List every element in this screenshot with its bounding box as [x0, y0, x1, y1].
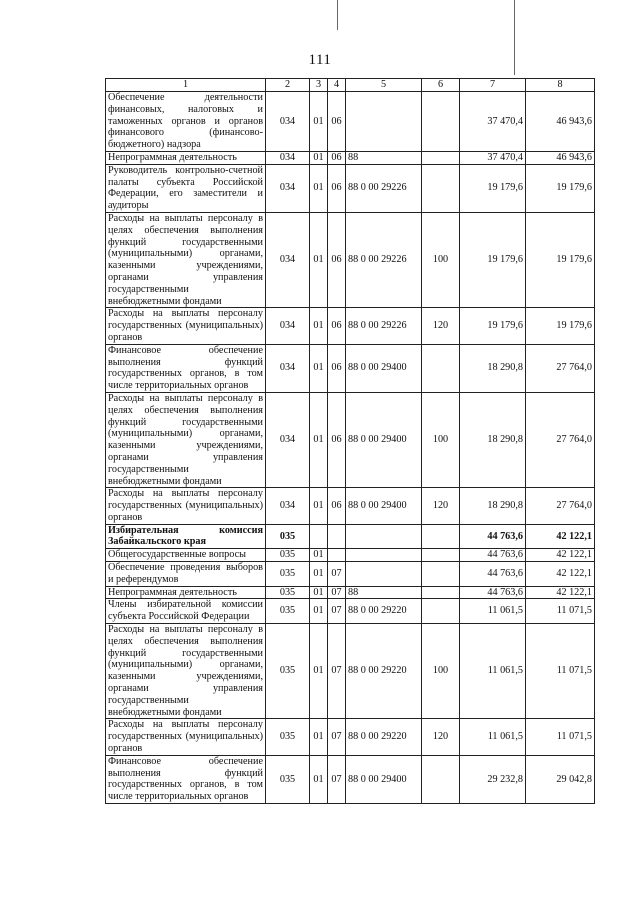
- row-grbs-cell: 035: [266, 719, 310, 755]
- table-row: [106, 488, 595, 524]
- row-expense-type-cell: [422, 549, 460, 562]
- row-grbs-cell: 035: [266, 624, 310, 719]
- row-subsection-cell: 07: [328, 599, 346, 624]
- row-grbs-cell: 035: [266, 755, 310, 803]
- row-name-cell: Непрограммная деятельность: [106, 151, 266, 164]
- row-name-cell: Расходы на выплаты персоналу государственных (муниципальных) органов: [106, 488, 266, 524]
- row-amount-1-cell: 19 179,6: [460, 212, 526, 307]
- row-target-article-cell: 88 0 00 29226: [346, 212, 422, 307]
- row-expense-type-cell: [422, 151, 460, 164]
- row-expense-type-cell: [422, 586, 460, 599]
- row-target-article-cell: [346, 92, 422, 152]
- table-body: [106, 92, 595, 804]
- row-name-cell: Обеспечение проведения выборов и референдумов: [106, 562, 266, 587]
- row-target-article-cell: 88 0 00 29220: [346, 599, 422, 624]
- row-expense-type-cell: 120: [422, 488, 460, 524]
- row-target-article-cell: 88 0 00 29400: [346, 344, 422, 392]
- column-header-5: 5: [346, 79, 422, 92]
- row-subsection-cell: 06: [328, 92, 346, 152]
- row-subsection-cell: 06: [328, 212, 346, 307]
- column-header-4: 4: [328, 79, 346, 92]
- row-grbs-cell: 034: [266, 344, 310, 392]
- row-target-article-cell: [346, 549, 422, 562]
- row-amount-2-cell: 11 071,5: [526, 624, 595, 719]
- row-grbs-cell: 035: [266, 599, 310, 624]
- row-name-cell: Финансовое обеспечение выполнения функций государственных органов, в том числе территориальных органов: [106, 755, 266, 803]
- table-row: [106, 549, 595, 562]
- row-section-cell: 01: [310, 488, 328, 524]
- column-header-1: 1: [106, 79, 266, 92]
- row-section-cell: [310, 524, 328, 549]
- row-amount-1-cell: 11 061,5: [460, 719, 526, 755]
- row-amount-2-cell: 29 042,8: [526, 755, 595, 803]
- row-amount-1-cell: 37 470,4: [460, 151, 526, 164]
- table-row: [106, 164, 595, 212]
- row-target-article-cell: 88 0 00 29220: [346, 624, 422, 719]
- row-amount-1-cell: 44 763,6: [460, 549, 526, 562]
- row-amount-1-cell: 44 763,6: [460, 524, 526, 549]
- row-amount-2-cell: 42 122,1: [526, 549, 595, 562]
- row-amount-2-cell: 19 179,6: [526, 308, 595, 344]
- row-expense-type-cell: 100: [422, 212, 460, 307]
- page-number: 111: [308, 52, 332, 68]
- row-amount-1-cell: 37 470,4: [460, 92, 526, 152]
- row-expense-type-cell: [422, 92, 460, 152]
- row-expense-type-cell: [422, 599, 460, 624]
- row-amount-2-cell: 19 179,6: [526, 212, 595, 307]
- row-expense-type-cell: 120: [422, 308, 460, 344]
- row-grbs-cell: 034: [266, 151, 310, 164]
- row-grbs-cell: 034: [266, 164, 310, 212]
- row-grbs-cell: 034: [266, 92, 310, 152]
- row-name-cell: Расходы на выплаты персоналу в целях обеспечения выполнения функций государственными (муниципальными) органами, казенными учреждениями, органами управления государственными внебюджетными фондами: [106, 212, 266, 307]
- row-section-cell: 01: [310, 755, 328, 803]
- column-header-7: 7: [460, 79, 526, 92]
- row-section-cell: 01: [310, 344, 328, 392]
- row-amount-1-cell: 18 290,8: [460, 488, 526, 524]
- row-name-cell: Избирательная комиссия Забайкальского края: [106, 524, 266, 549]
- row-name-cell: Члены избирательной комиссии субъекта Российской Федерации: [106, 599, 266, 624]
- row-subsection-cell: 07: [328, 719, 346, 755]
- table-row: [106, 586, 595, 599]
- table-row: [106, 344, 595, 392]
- table-header-row: [106, 79, 595, 92]
- row-section-cell: 01: [310, 624, 328, 719]
- row-name-cell: Расходы на выплаты персоналу в целях обеспечения выполнения функций государственными (муниципальными) органами, казенными учреждениями, органами управления государственными внебюджетными фондами: [106, 392, 266, 487]
- row-amount-2-cell: 27 764,0: [526, 344, 595, 392]
- row-expense-type-cell: 100: [422, 624, 460, 719]
- column-header-8: 8: [526, 79, 595, 92]
- row-amount-2-cell: 11 071,5: [526, 599, 595, 624]
- row-target-article-cell: 88 0 00 29400: [346, 755, 422, 803]
- row-expense-type-cell: [422, 524, 460, 549]
- table-row: [106, 308, 595, 344]
- row-grbs-cell: 034: [266, 392, 310, 487]
- row-subsection-cell: 06: [328, 392, 346, 487]
- row-expense-type-cell: [422, 164, 460, 212]
- row-expense-type-cell: [422, 344, 460, 392]
- row-section-cell: 01: [310, 308, 328, 344]
- row-grbs-cell: 035: [266, 586, 310, 599]
- table-row: [106, 599, 595, 624]
- row-expense-type-cell: [422, 755, 460, 803]
- column-header-6: 6: [422, 79, 460, 92]
- row-grbs-cell: 034: [266, 212, 310, 307]
- row-section-cell: 01: [310, 164, 328, 212]
- table-row: [106, 719, 595, 755]
- row-section-cell: 01: [310, 151, 328, 164]
- row-name-cell: Обеспечение деятельности финансовых, налоговых и таможенных органов и органов финансового (финансово-бюджетного) надзора: [106, 92, 266, 152]
- row-section-cell: 01: [310, 212, 328, 307]
- row-amount-2-cell: 19 179,6: [526, 164, 595, 212]
- table-row: [106, 562, 595, 587]
- row-amount-1-cell: 11 061,5: [460, 624, 526, 719]
- row-target-article-cell: 88 0 00 29220: [346, 719, 422, 755]
- row-name-cell: Руководитель контрольно-счетной палаты субъекта Российской Федерации, его заместители и аудиторы: [106, 164, 266, 212]
- row-subsection-cell: 06: [328, 308, 346, 344]
- table-row: [106, 624, 595, 719]
- row-amount-1-cell: 44 763,6: [460, 586, 526, 599]
- row-name-cell: Непрограммная деятельность: [106, 586, 266, 599]
- row-amount-1-cell: 11 061,5: [460, 599, 526, 624]
- budget-table: [105, 78, 595, 804]
- row-amount-2-cell: 42 122,1: [526, 524, 595, 549]
- row-amount-2-cell: 46 943,6: [526, 92, 595, 152]
- row-name-cell: Расходы на выплаты персоналу государственных (муниципальных) органов: [106, 719, 266, 755]
- table-row: [106, 524, 595, 549]
- row-expense-type-cell: 100: [422, 392, 460, 487]
- row-section-cell: 01: [310, 392, 328, 487]
- table-row: [106, 755, 595, 803]
- row-subsection-cell: 07: [328, 586, 346, 599]
- row-section-cell: 01: [310, 599, 328, 624]
- row-amount-2-cell: 42 122,1: [526, 586, 595, 599]
- row-amount-2-cell: 46 943,6: [526, 151, 595, 164]
- scan-mark: [514, 0, 515, 75]
- row-target-article-cell: [346, 524, 422, 549]
- row-amount-1-cell: 44 763,6: [460, 562, 526, 587]
- row-subsection-cell: [328, 549, 346, 562]
- row-grbs-cell: 034: [266, 488, 310, 524]
- row-grbs-cell: 035: [266, 562, 310, 587]
- row-subsection-cell: 07: [328, 624, 346, 719]
- column-header-3: 3: [310, 79, 328, 92]
- row-target-article-cell: [346, 562, 422, 587]
- row-target-article-cell: 88 0 00 29226: [346, 308, 422, 344]
- table-row: [106, 392, 595, 487]
- row-grbs-cell: 034: [266, 308, 310, 344]
- row-subsection-cell: 06: [328, 164, 346, 212]
- row-target-article-cell: 88 0 00 29400: [346, 488, 422, 524]
- row-amount-1-cell: 18 290,8: [460, 344, 526, 392]
- row-amount-2-cell: 11 071,5: [526, 719, 595, 755]
- row-subsection-cell: 06: [328, 344, 346, 392]
- column-header-2: 2: [266, 79, 310, 92]
- row-section-cell: 01: [310, 92, 328, 152]
- row-amount-1-cell: 19 179,6: [460, 164, 526, 212]
- row-subsection-cell: 06: [328, 488, 346, 524]
- row-amount-2-cell: 27 764,0: [526, 392, 595, 487]
- row-target-article-cell: 88: [346, 586, 422, 599]
- row-subsection-cell: 06: [328, 151, 346, 164]
- row-section-cell: 01: [310, 549, 328, 562]
- row-section-cell: 01: [310, 719, 328, 755]
- row-subsection-cell: 07: [328, 755, 346, 803]
- row-subsection-cell: [328, 524, 346, 549]
- row-section-cell: 01: [310, 562, 328, 587]
- row-expense-type-cell: [422, 562, 460, 587]
- row-section-cell: 01: [310, 586, 328, 599]
- row-name-cell: Финансовое обеспечение выполнения функций государственных органов, в том числе территориальных органов: [106, 344, 266, 392]
- row-name-cell: Общегосударственные вопросы: [106, 549, 266, 562]
- row-target-article-cell: 88 0 00 29400: [346, 392, 422, 487]
- row-name-cell: Расходы на выплаты персоналу государственных (муниципальных) органов: [106, 308, 266, 344]
- row-amount-2-cell: 42 122,1: [526, 562, 595, 587]
- table-row: [106, 212, 595, 307]
- row-grbs-cell: 035: [266, 524, 310, 549]
- row-name-cell: Расходы на выплаты персоналу в целях обеспечения выполнения функций государственными (муниципальными) органами, казенными учреждениями, органами управления государственными внебюджетными фондами: [106, 624, 266, 719]
- table-row: [106, 151, 595, 164]
- scan-mark: [337, 0, 338, 30]
- row-target-article-cell: 88: [346, 151, 422, 164]
- row-expense-type-cell: 120: [422, 719, 460, 755]
- row-grbs-cell: 035: [266, 549, 310, 562]
- row-amount-1-cell: 29 232,8: [460, 755, 526, 803]
- row-amount-1-cell: 19 179,6: [460, 308, 526, 344]
- row-amount-1-cell: 18 290,8: [460, 392, 526, 487]
- row-amount-2-cell: 27 764,0: [526, 488, 595, 524]
- row-subsection-cell: 07: [328, 562, 346, 587]
- table-row: [106, 92, 595, 152]
- row-target-article-cell: 88 0 00 29226: [346, 164, 422, 212]
